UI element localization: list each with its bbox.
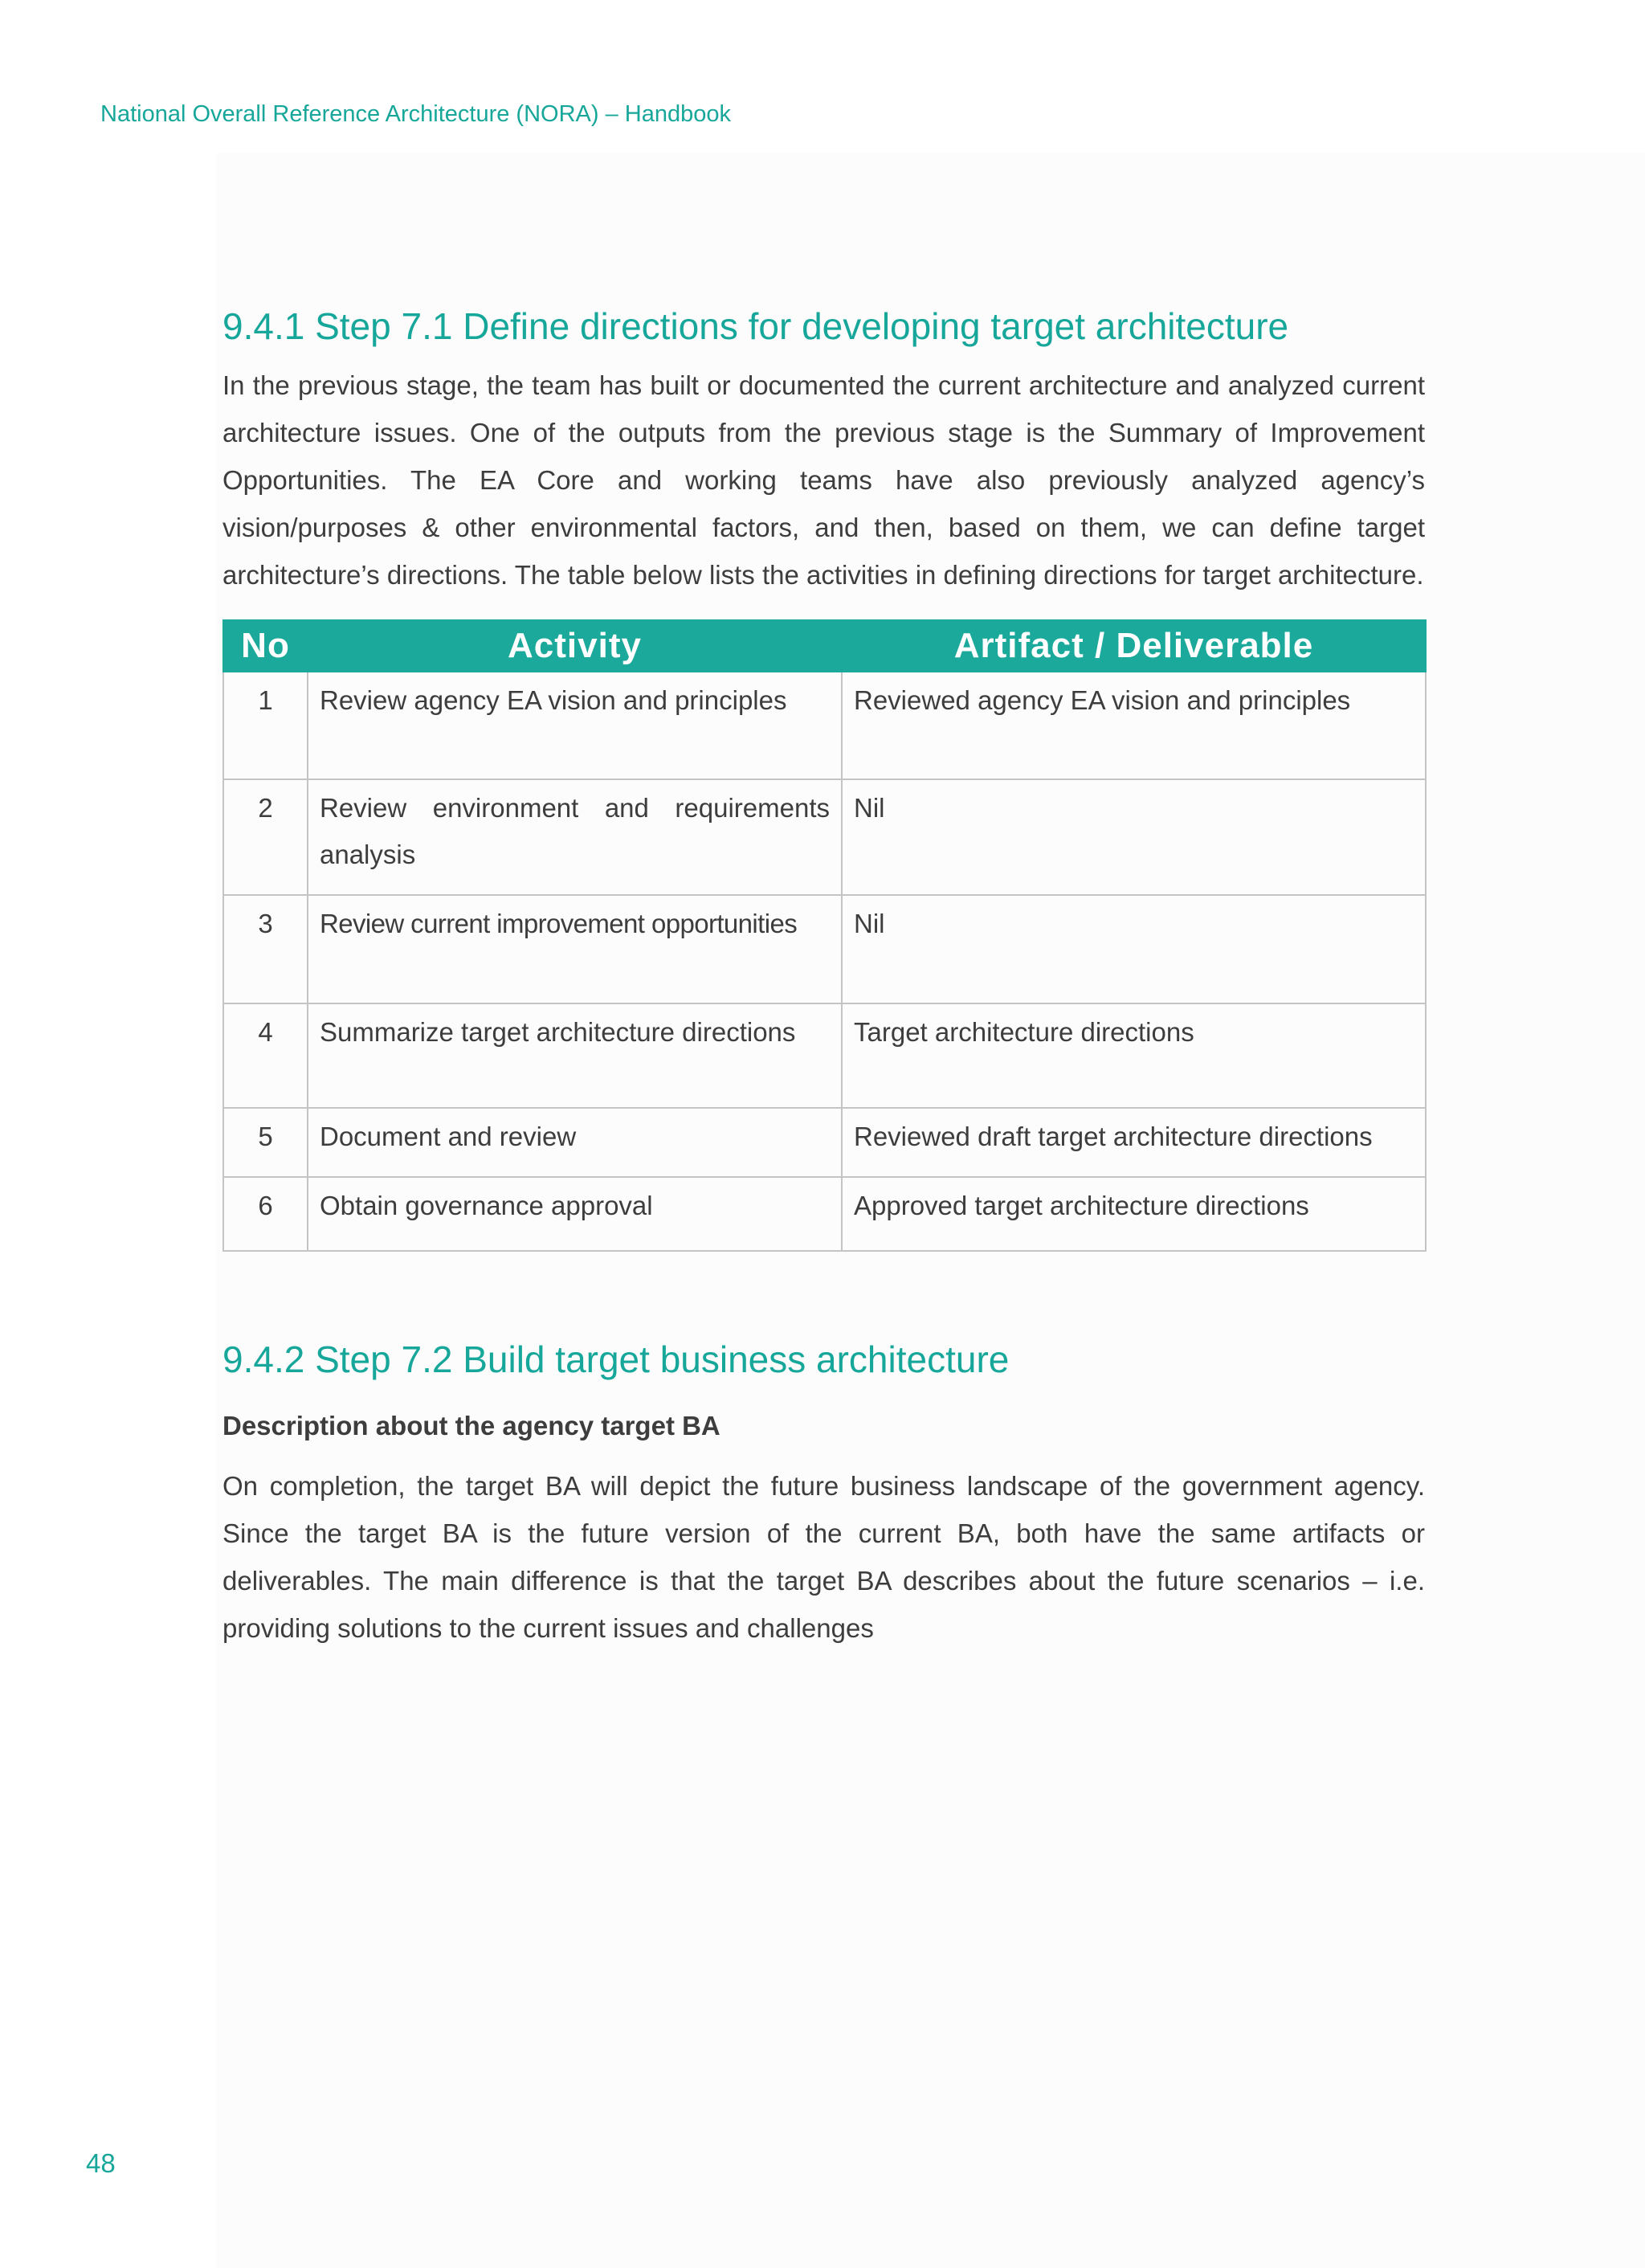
table-row [223, 895, 1426, 1003]
row-artifact: Reviewed draft target architecture directions [842, 1108, 1426, 1177]
subheading-target-ba: Description about the agency target BA [222, 1411, 720, 1440]
row-number: 3 [223, 895, 308, 1003]
table-row [223, 672, 1426, 779]
row-activity: Summarize target architecture directions [308, 1003, 842, 1108]
section-2-paragraph: On completion, the target BA will depict the future business landscape of the government agency. Since the target BA is the future version of the current BA, both have the same artifacts or deliverables. The main difference is that the target BA describes about the future scenarios – i.e. providing solutions to the current issues and challenges [222, 1471, 1425, 1643]
row-artifact: Nil [842, 779, 1426, 895]
row-activity: Review agency EA vision and principles [308, 672, 842, 779]
row-number: 4 [223, 1003, 308, 1108]
row-activity: Obtain governance approval [308, 1177, 842, 1251]
column-header-activity: Activity [308, 620, 842, 672]
page-content [222, 297, 1425, 1652]
section-heading-9-4-2: 9.4.2 Step 7.2 Build target business architecture [222, 1338, 1010, 1380]
page-number: 48 [86, 2148, 116, 2178]
row-artifact: Target architecture directions [842, 1003, 1426, 1108]
table-row [223, 779, 1426, 895]
table-row [223, 1003, 1426, 1108]
table-row [223, 1177, 1426, 1251]
activities-table [222, 619, 1427, 1252]
row-number: 2 [223, 779, 308, 895]
row-number: 5 [223, 1108, 308, 1177]
section-1-paragraph: In the previous stage, the team has built or documented the current architecture and analyzed current architecture issues. One of the outputs from the previous stage is the Summary of Improvement Opportunities. The EA Core and working teams have also previously analyzed agency’s vision/purposes & other environmental factors, and then, based on them, we can define target architecture’s directions. The table below lists the activities in defining directions for target architecture. [222, 370, 1425, 590]
running-header: National Overall Reference Architecture (NORA) – Handbook [100, 101, 731, 127]
column-header-artifact: Artifact / Deliverable [842, 620, 1426, 672]
spacer [222, 1252, 1425, 1330]
row-artifact: Nil [842, 895, 1426, 1003]
section-heading-9-4-1: 9.4.1 Step 7.1 Define directions for developing target architecture [222, 305, 1289, 347]
row-artifact: Approved target architecture directions [842, 1177, 1426, 1251]
table-header-row [223, 620, 1426, 672]
row-activity: Review environment and requirements analysis [308, 779, 842, 895]
row-activity: Review current improvement opportunities [308, 895, 842, 1003]
row-number: 6 [223, 1177, 308, 1251]
table-row [223, 1108, 1426, 1177]
row-number: 1 [223, 672, 308, 779]
row-activity: Document and review [308, 1108, 842, 1177]
row-artifact: Reviewed agency EA vision and principles [842, 672, 1426, 779]
column-header-no: No [223, 620, 308, 672]
